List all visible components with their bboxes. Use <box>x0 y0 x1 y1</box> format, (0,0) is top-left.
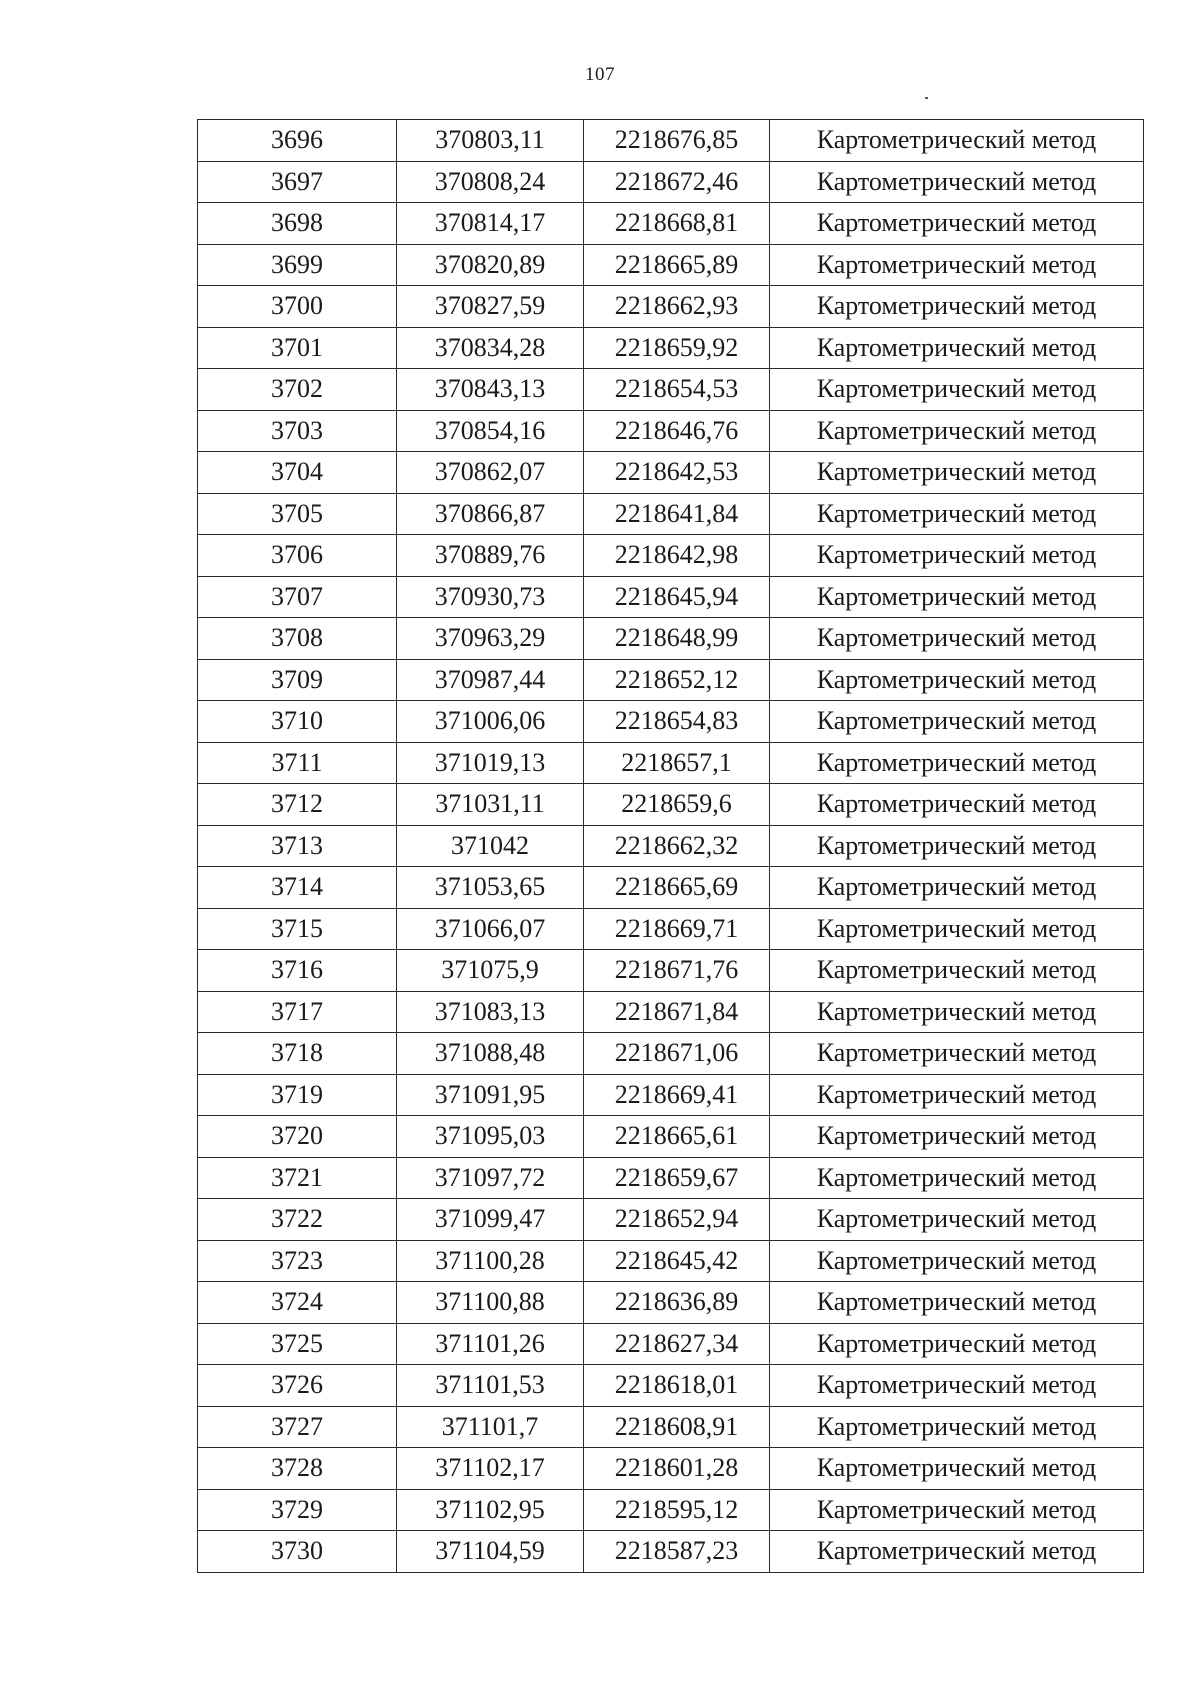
y-coordinate-cell: 2218659,67 <box>584 1157 770 1199</box>
method-cell: Картометрический метод <box>770 535 1144 577</box>
point-number-cell: 3715 <box>198 908 397 950</box>
y-coordinate-cell: 2218671,84 <box>584 991 770 1033</box>
y-coordinate-cell: 2218652,94 <box>584 1199 770 1241</box>
point-number-cell: 3700 <box>198 286 397 328</box>
y-coordinate-cell: 2218671,76 <box>584 950 770 992</box>
method-cell: Картометрический метод <box>770 161 1144 203</box>
method-cell: Картометрический метод <box>770 908 1144 950</box>
point-number-cell: 3726 <box>198 1365 397 1407</box>
method-cell: Картометрический метод <box>770 950 1144 992</box>
point-number-cell: 3706 <box>198 535 397 577</box>
y-coordinate-cell: 2218618,01 <box>584 1365 770 1407</box>
y-coordinate-cell: 2218641,84 <box>584 493 770 535</box>
method-cell: Картометрический метод <box>770 1157 1144 1199</box>
x-coordinate-cell: 370834,28 <box>397 327 584 369</box>
method-cell: Картометрический метод <box>770 410 1144 452</box>
table-row <box>198 327 1144 369</box>
x-coordinate-cell: 370866,87 <box>397 493 584 535</box>
table-row <box>198 1282 1144 1324</box>
point-number-cell: 3728 <box>198 1448 397 1490</box>
table-row <box>198 1074 1144 1116</box>
table-row <box>198 452 1144 494</box>
x-coordinate-cell: 371053,65 <box>397 867 584 909</box>
x-coordinate-cell: 370814,17 <box>397 203 584 245</box>
point-number-cell: 3724 <box>198 1282 397 1324</box>
table-row <box>198 161 1144 203</box>
table-row <box>198 369 1144 411</box>
table-row <box>198 950 1144 992</box>
y-coordinate-cell: 2218665,69 <box>584 867 770 909</box>
method-cell: Картометрический метод <box>770 1033 1144 1075</box>
table-row <box>198 203 1144 245</box>
table-row <box>198 1199 1144 1241</box>
y-coordinate-cell: 2218671,06 <box>584 1033 770 1075</box>
y-coordinate-cell: 2218642,53 <box>584 452 770 494</box>
y-coordinate-cell: 2218595,12 <box>584 1489 770 1531</box>
y-coordinate-cell: 2218601,28 <box>584 1448 770 1490</box>
coordinates-table-body <box>198 120 1144 1573</box>
table-row <box>198 991 1144 1033</box>
method-cell: Картометрический метод <box>770 618 1144 660</box>
table-row <box>198 576 1144 618</box>
table-row <box>198 1406 1144 1448</box>
method-cell: Картометрический метод <box>770 701 1144 743</box>
method-cell: Картометрический метод <box>770 867 1144 909</box>
y-coordinate-cell: 2218646,76 <box>584 410 770 452</box>
table-row <box>198 742 1144 784</box>
method-cell: Картометрический метод <box>770 784 1144 826</box>
point-number-cell: 3699 <box>198 244 397 286</box>
point-number-cell: 3718 <box>198 1033 397 1075</box>
method-cell: Картометрический метод <box>770 1199 1144 1241</box>
x-coordinate-cell: 371075,9 <box>397 950 584 992</box>
table-row <box>198 825 1144 867</box>
method-cell: Картометрический метод <box>770 493 1144 535</box>
coordinates-table <box>197 119 1144 1573</box>
x-coordinate-cell: 371102,17 <box>397 1448 584 1490</box>
method-cell: Картометрический метод <box>770 742 1144 784</box>
y-coordinate-cell: 2218587,23 <box>584 1531 770 1573</box>
point-number-cell: 3717 <box>198 991 397 1033</box>
x-coordinate-cell: 370808,24 <box>397 161 584 203</box>
x-coordinate-cell: 371083,13 <box>397 991 584 1033</box>
x-coordinate-cell: 371031,11 <box>397 784 584 826</box>
y-coordinate-cell: 2218665,61 <box>584 1116 770 1158</box>
table-row <box>198 784 1144 826</box>
x-coordinate-cell: 370889,76 <box>397 535 584 577</box>
point-number-cell: 3730 <box>198 1531 397 1573</box>
x-coordinate-cell: 371095,03 <box>397 1116 584 1158</box>
y-coordinate-cell: 2218669,41 <box>584 1074 770 1116</box>
method-cell: Картометрический метод <box>770 825 1144 867</box>
y-coordinate-cell: 2218636,89 <box>584 1282 770 1324</box>
table-row <box>198 1531 1144 1573</box>
point-number-cell: 3702 <box>198 369 397 411</box>
x-coordinate-cell: 370820,89 <box>397 244 584 286</box>
point-number-cell: 3719 <box>198 1074 397 1116</box>
point-number-cell: 3709 <box>198 659 397 701</box>
x-coordinate-cell: 371101,53 <box>397 1365 584 1407</box>
y-coordinate-cell: 2218654,83 <box>584 701 770 743</box>
x-coordinate-cell: 370930,73 <box>397 576 584 618</box>
point-number-cell: 3716 <box>198 950 397 992</box>
method-cell: Картометрический метод <box>770 1365 1144 1407</box>
x-coordinate-cell: 370843,13 <box>397 369 584 411</box>
method-cell: Картометрический метод <box>770 203 1144 245</box>
x-coordinate-cell: 371097,72 <box>397 1157 584 1199</box>
method-cell: Картометрический метод <box>770 244 1144 286</box>
point-number-cell: 3729 <box>198 1489 397 1531</box>
x-coordinate-cell: 371091,95 <box>397 1074 584 1116</box>
y-coordinate-cell: 2218645,42 <box>584 1240 770 1282</box>
point-number-cell: 3701 <box>198 327 397 369</box>
x-coordinate-cell: 371104,59 <box>397 1531 584 1573</box>
table-row <box>198 286 1144 328</box>
method-cell: Картометрический метод <box>770 1531 1144 1573</box>
table-row <box>198 244 1144 286</box>
point-number-cell: 3707 <box>198 576 397 618</box>
table-row <box>198 120 1144 162</box>
table-row <box>198 1448 1144 1490</box>
y-coordinate-cell: 2218608,91 <box>584 1406 770 1448</box>
y-coordinate-cell: 2218642,98 <box>584 535 770 577</box>
table-row <box>198 908 1144 950</box>
point-number-cell: 3721 <box>198 1157 397 1199</box>
method-cell: Картометрический метод <box>770 286 1144 328</box>
table-row <box>198 1033 1144 1075</box>
point-number-cell: 3720 <box>198 1116 397 1158</box>
table-row <box>198 1240 1144 1282</box>
x-coordinate-cell: 371101,26 <box>397 1323 584 1365</box>
table-row <box>198 701 1144 743</box>
method-cell: Картометрический метод <box>770 327 1144 369</box>
method-cell: Картометрический метод <box>770 1323 1144 1365</box>
point-number-cell: 3703 <box>198 410 397 452</box>
method-cell: Картометрический метод <box>770 576 1144 618</box>
point-number-cell: 3711 <box>198 742 397 784</box>
y-coordinate-cell: 2218654,53 <box>584 369 770 411</box>
point-number-cell: 3727 <box>198 1406 397 1448</box>
point-number-cell: 3725 <box>198 1323 397 1365</box>
page-number: 107 <box>585 64 615 85</box>
y-coordinate-cell: 2218652,12 <box>584 659 770 701</box>
table-row <box>198 1489 1144 1531</box>
table-row <box>198 535 1144 577</box>
x-coordinate-cell: 371102,95 <box>397 1489 584 1531</box>
method-cell: Картометрический метод <box>770 1116 1144 1158</box>
table-row <box>198 1116 1144 1158</box>
y-coordinate-cell: 2218648,99 <box>584 618 770 660</box>
x-coordinate-cell: 370987,44 <box>397 659 584 701</box>
x-coordinate-cell: 371099,47 <box>397 1199 584 1241</box>
table-row <box>198 493 1144 535</box>
x-coordinate-cell: 370803,11 <box>397 120 584 162</box>
table-row <box>198 1157 1144 1199</box>
method-cell: Картометрический метод <box>770 1240 1144 1282</box>
method-cell: Картометрический метод <box>770 1406 1144 1448</box>
y-coordinate-cell: 2218659,92 <box>584 327 770 369</box>
method-cell: Картометрический метод <box>770 1448 1144 1490</box>
point-number-cell: 3723 <box>198 1240 397 1282</box>
point-number-cell: 3696 <box>198 120 397 162</box>
point-number-cell: 3722 <box>198 1199 397 1241</box>
x-coordinate-cell: 371100,28 <box>397 1240 584 1282</box>
point-number-cell: 3704 <box>198 452 397 494</box>
y-coordinate-cell: 2218676,85 <box>584 120 770 162</box>
method-cell: Картометрический метод <box>770 1074 1144 1116</box>
x-coordinate-cell: 370854,16 <box>397 410 584 452</box>
y-coordinate-cell: 2218659,6 <box>584 784 770 826</box>
method-cell: Картометрический метод <box>770 120 1144 162</box>
point-number-cell: 3714 <box>198 867 397 909</box>
point-number-cell: 3705 <box>198 493 397 535</box>
x-coordinate-cell: 370963,29 <box>397 618 584 660</box>
point-number-cell: 3698 <box>198 203 397 245</box>
x-coordinate-cell: 371042 <box>397 825 584 867</box>
table-row <box>198 659 1144 701</box>
x-coordinate-cell: 371100,88 <box>397 1282 584 1324</box>
x-coordinate-cell: 371088,48 <box>397 1033 584 1075</box>
method-cell: Картометрический метод <box>770 452 1144 494</box>
method-cell: Картометрический метод <box>770 369 1144 411</box>
table-row <box>198 867 1144 909</box>
x-coordinate-cell: 370827,59 <box>397 286 584 328</box>
y-coordinate-cell: 2218669,71 <box>584 908 770 950</box>
y-coordinate-cell: 2218662,32 <box>584 825 770 867</box>
method-cell: Картометрический метод <box>770 1282 1144 1324</box>
point-number-cell: 3713 <box>198 825 397 867</box>
point-number-cell: 3712 <box>198 784 397 826</box>
x-coordinate-cell: 370862,07 <box>397 452 584 494</box>
method-cell: Картометрический метод <box>770 991 1144 1033</box>
table-row <box>198 1365 1144 1407</box>
x-coordinate-cell: 371006,06 <box>397 701 584 743</box>
point-number-cell: 3708 <box>198 618 397 660</box>
table-row <box>198 618 1144 660</box>
y-coordinate-cell: 2218665,89 <box>584 244 770 286</box>
y-coordinate-cell: 2218627,34 <box>584 1323 770 1365</box>
y-coordinate-cell: 2218657,1 <box>584 742 770 784</box>
y-coordinate-cell: 2218672,46 <box>584 161 770 203</box>
table-row <box>198 1323 1144 1365</box>
x-coordinate-cell: 371066,07 <box>397 908 584 950</box>
y-coordinate-cell: 2218668,81 <box>584 203 770 245</box>
scan-speck <box>925 97 928 99</box>
method-cell: Картометрический метод <box>770 1489 1144 1531</box>
point-number-cell: 3710 <box>198 701 397 743</box>
y-coordinate-cell: 2218645,94 <box>584 576 770 618</box>
method-cell: Картометрический метод <box>770 659 1144 701</box>
x-coordinate-cell: 371019,13 <box>397 742 584 784</box>
x-coordinate-cell: 371101,7 <box>397 1406 584 1448</box>
point-number-cell: 3697 <box>198 161 397 203</box>
y-coordinate-cell: 2218662,93 <box>584 286 770 328</box>
table-row <box>198 410 1144 452</box>
